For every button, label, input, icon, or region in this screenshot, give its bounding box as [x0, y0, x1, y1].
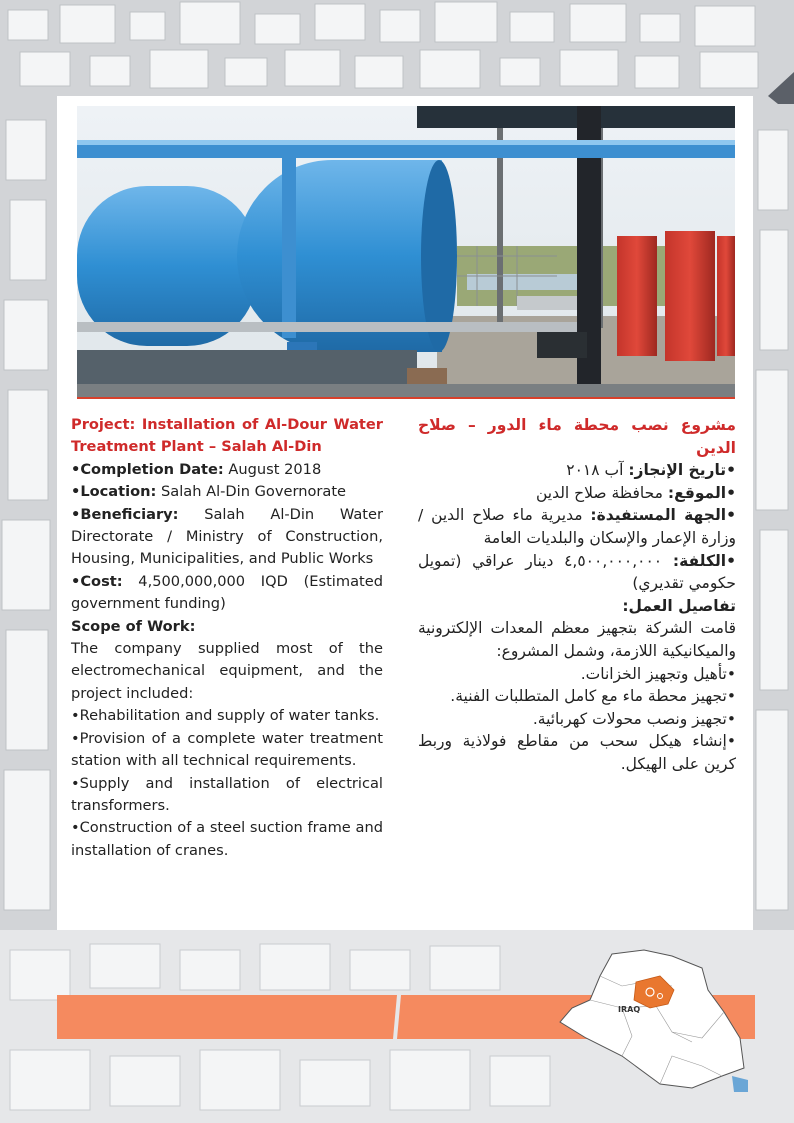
english-completion-date: •Completion Date: August 2018 — [71, 460, 322, 478]
arabic-scope-item: •إنشاء هيكل سحب من مقاطع فولاذية وربط كرين على الهيكل. — [418, 732, 736, 773]
english-cost: •Cost: 4,500,000,000 IQD (Estimated government funding) — [71, 572, 383, 613]
iraq-map-icon — [552, 946, 748, 1092]
arabic-scope-intro: قامت الشركة بتجهيز معظم المعدات الإلكترونية والميكانيكية اللازمة، وشمل المشروع: — [418, 619, 736, 660]
english-scope-item: •Rehabilitation and supply of water tanks. — [71, 707, 380, 725]
english-scope-heading: Scope of Work: — [71, 617, 196, 635]
arabic-location: •الموقع: محافظة صلاح الدين — [535, 483, 736, 502]
arabic-completion-date: •تاريخ الإنجاز: آب ٢٠١٨ — [566, 461, 736, 480]
iraq-map-label: IRAQ — [618, 1005, 641, 1014]
english-scope-item: •Supply and installation of electrical transformers. — [71, 774, 383, 814]
arabic-cost: •الكلفة: ٤,٥٠٠,٠٠٠,٠٠٠ دينار عراقي (تمويل حكومي تقديري) — [418, 551, 737, 593]
english-project-title: Project: Installation of Al-Dour Water Treatment Plant – Salah Al-Din — [71, 416, 383, 456]
arabic-scope-item: •تجهيز ونصب محولات كهربائية. — [532, 709, 736, 728]
project-photo — [77, 106, 735, 398]
english-project-details — [71, 414, 383, 862]
english-location: •Location: Salah Al-Din Governorate — [71, 483, 347, 501]
english-scope-item: •Provision of a complete water treatment station with all technical requirements. — [71, 729, 383, 770]
english-scope-intro: The company supplied most of the electromechanical equipment, and the project included: — [71, 640, 383, 702]
water-tanks-image — [77, 106, 735, 398]
arabic-scope-item: •تأهيل وتجهيز الخزانات. — [580, 664, 736, 683]
arabic-project-details — [418, 414, 736, 776]
photo-underline — [77, 397, 735, 399]
english-beneficiary: •Beneficiary: Salah Al-Din Water Directorate / Ministry of Construction, Housing, Municipalities, and Public Works — [71, 505, 383, 568]
arabic-scope-item: •تجهيز محطة ماء مع كامل المتطلبات الفنية. — [450, 687, 736, 706]
english-scope-item: •Construction of a steel suction frame and installation of cranes. — [71, 819, 383, 859]
arabic-project-title: مشروع نصب محطة ماء الدور – صلاح الدين — [418, 416, 736, 457]
arabic-beneficiary: •الجهة المستفيدة: مديرية ماء صلاح الدين / وزارة الإعمار والإسكان والبلديات العامة — [418, 506, 736, 547]
arabic-scope-heading: تفاصيل العمل: — [622, 596, 736, 615]
